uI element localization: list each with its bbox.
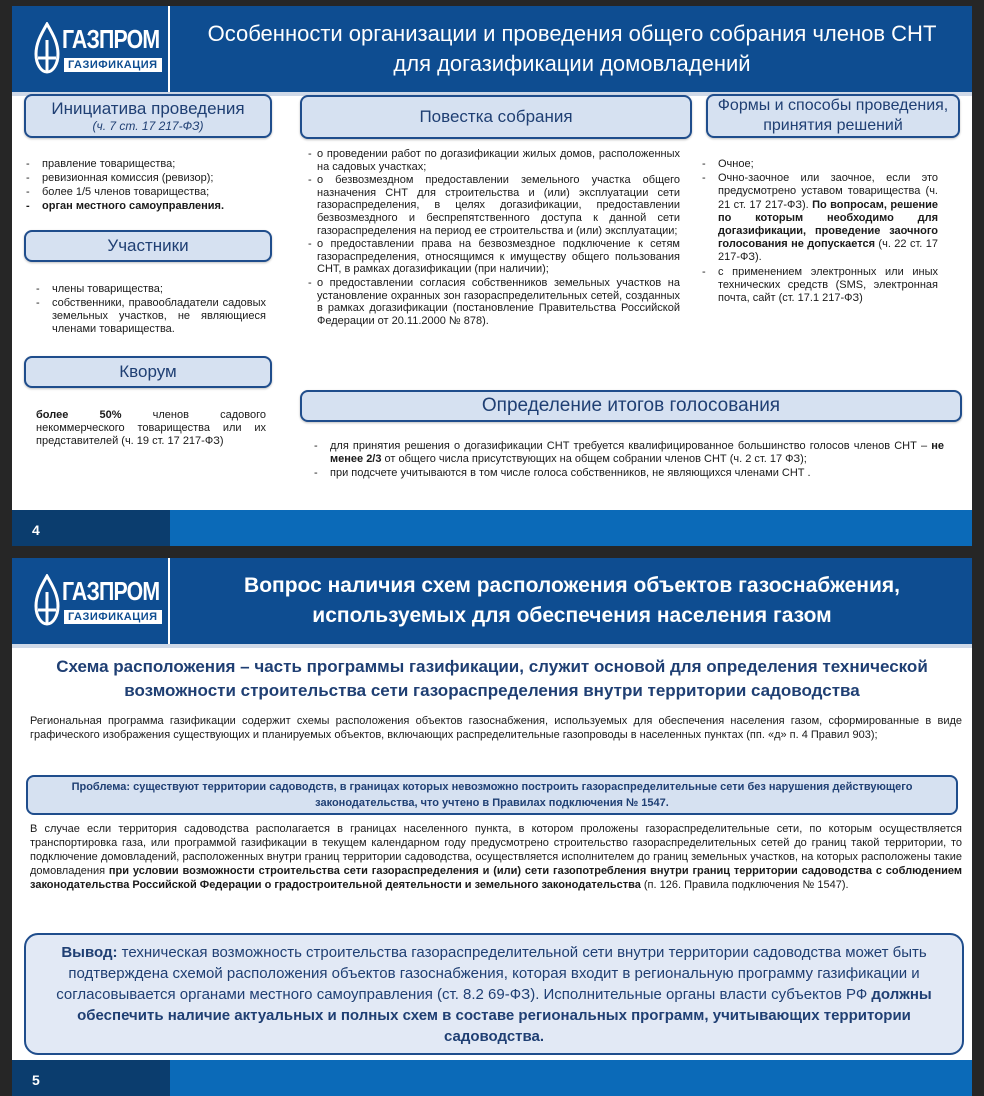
quorum-box (24, 356, 272, 388)
initiative-box (24, 94, 272, 138)
results-item-text: для принятия решения о догазификации СНТ требуется квалифицированное большинство голосов членов СНТ – (330, 440, 932, 452)
initiative-title: Инициатива проведения (51, 99, 245, 118)
forms-item-text: Очно-заочное или заочное, если это предусмотрено уставом товарищества (ч. 21 ст. 17 217-ФЗ). (718, 172, 938, 211)
list-item: - с применением электронных или иных технических средств (SMS, электронная почта, сайт (ст. 17.1 217-ФЗ) (702, 266, 938, 306)
slide-header (12, 558, 972, 644)
participants-title: Участники (107, 236, 189, 255)
gazprom-logo (28, 570, 158, 634)
flame-icon (32, 22, 62, 74)
program-paragraph: Региональная программа газификации содержит схемы расположения объектов газоснабжения, используемых для обеспечения населения газом, сформированные в виде графического изображения существующих и планируемых объектов, включающих распределительные газопроводы в населенных пунктах (пп. «д» п. 4 Правил 903); (30, 715, 962, 741)
quorum-text (36, 409, 266, 448)
logo-wordmark: ГАЗПРОМ (62, 24, 160, 54)
list-item: - о предоставлении права на безвозмездное подключение к сетям газораспределения, относящимся к имуществу общего пользования СНТ, в рамках догазификации (при наличии); (308, 238, 680, 276)
participants-box (24, 230, 272, 262)
list-item: - Очное; (702, 158, 938, 171)
list-item (314, 440, 944, 466)
slide-header (12, 6, 972, 92)
initiative-ref: (ч. 7 ст. 17 217-ФЗ) (92, 119, 204, 133)
connection-text: В случае если территория садоводства располагается в границах населенного пункта, в котором проложены газораспределительные сети, по которым осуществляется транспортировка газа, или программой газификации в текущем календарном году предусмотрено строительство газораспределительных сетей до границ такой территории, то подключение домовладений, расположенных внутри границ территории садоводства, осуществляется исполнителем до границ земельных участков, на которых расположены такие домовладения (30, 823, 962, 877)
slide-4 (12, 6, 972, 546)
logo-box (12, 558, 170, 644)
list-item: - о безвозмездном предоставлении земельного участка общего назначения СНТ для строительства и (или) эксплуатации сети газораспределения, в целях догазификации, предоставлении безвозмездного и беспрепятственного доступа к данной сети газораспределения на период ее строительства и (или) эксплуатации; (308, 174, 680, 237)
conclusion-text: техническая возможность строительства газораспределительной сети внутри территории садоводства может быть подтверждена схемой расположения объектов газоснабжения, которая входит в региональную программу газификации и согласовывается органами местного самоуправления (ст. 8.2 69-ФЗ). Исполнительные органы власти субъектов РФ (56, 943, 927, 1003)
flame-icon (32, 574, 62, 626)
results-item-bold: не менее 2/3 (330, 440, 944, 465)
forms-item-bold: По вопросам, решение по которым необходимо для догазификации, проведение заочного голосования не допускается (718, 198, 938, 251)
page-number: 4 (12, 510, 170, 546)
results-list (314, 440, 944, 481)
results-box (300, 390, 962, 422)
forms-title: Формы и способы проведения, принятия решений (717, 97, 949, 134)
conclusion-content (52, 942, 936, 1047)
agenda-title: Повестка собрания (419, 107, 573, 126)
list-item: - при подсчете учитываются в том числе голоса собственников, не являющихся членами СНТ . (314, 467, 944, 480)
slide-footer (12, 1060, 972, 1096)
gazprom-logo (28, 18, 158, 82)
quorum-title: Кворум (119, 362, 177, 381)
logo-subtitle: ГАЗИФИКАЦИЯ (64, 58, 162, 72)
list-item: - о проведении работ по догазификации жилых домов, расположенных на садовых участках; (308, 148, 680, 173)
slide-5 (12, 558, 972, 1096)
slide-footer (12, 510, 972, 546)
initiative-list (26, 158, 288, 214)
list-item: - о предоставлении согласия собственников земельных участков на установление охранных зон газораспределительных сетей, созданных в рамках догазификации (постановление Правительства Российской Федерации от 20.11.2000 № 878). (308, 277, 680, 327)
list-item (702, 172, 938, 264)
logo-subtitle: ГАЗИФИКАЦИЯ (64, 610, 162, 624)
problem-box: Проблема: существуют территории садоводств, в границах которых невозможно построить газораспределительные сети без нарушения действующего законодательства, что учтено в Правилах подключения № 1547. (26, 775, 958, 815)
list-item: - ревизионная комиссия (ревизор); (26, 172, 288, 185)
list-item: - более 1/5 членов товарищества; (26, 186, 288, 199)
connection-paragraph (30, 822, 962, 892)
list-item: - орган местного самоуправления. (26, 200, 288, 213)
page-title: Особенности организации и проведения общего собрания членов СНТ для догазификации домовладений (207, 21, 937, 76)
conclusion-label: Вывод: (61, 943, 118, 961)
forms-item-tail: (ч. 22 ст. 17 217-ФЗ). (718, 238, 938, 264)
conclusion-bold: должны обеспечить наличие актуальных и полных схем в составе региональных программ, учитывающих территории садоводства. (77, 985, 932, 1045)
agenda-list (308, 148, 680, 328)
results-item-tail: от общего числа присутствующих на общем собрании членов СНТ (ч. 2 ст. 17 ФЗ); (381, 453, 807, 465)
logo-wordmark: ГАЗПРОМ (62, 576, 160, 606)
connection-bold: при условии возможности строительства сети газораспределения и (или) сети газопотребления внутри границ территории садоводства с соблюдением законодательства Российской Федерации о градостроительной деятельности и земельного законодательства (30, 865, 962, 891)
results-title: Определение итогов голосования (481, 395, 781, 416)
page-title: Вопрос наличия схем расположения объектов газоснабжения, используемых для обеспечения населения газом (244, 574, 900, 627)
list-item: - члены товарищества; (36, 283, 266, 296)
agenda-box (300, 95, 692, 139)
conclusion-box (24, 933, 964, 1055)
quorum-rest: членов садового некоммерческого товарищества или их представителей (ч. 19 ст. 17 217-ФЗ) (36, 409, 267, 447)
header-underbar (12, 644, 972, 648)
forms-box (706, 94, 960, 138)
section-heading: Схема расположения – часть программы газификации, служит основой для определения технической возможности строительства сети газораспределения внутри территории садоводства (56, 657, 928, 700)
page-number: 5 (12, 1060, 170, 1096)
list-item: - собственники, правообладатели садовых земельных участков, не являющиеся членами товарищества. (36, 297, 266, 336)
forms-list (702, 158, 938, 306)
list-item: - правление товарищества; (26, 158, 288, 171)
connection-tail: (п. 126. Правила подключения № 1547). (640, 879, 849, 891)
participants-list (36, 283, 266, 337)
quorum-bold: более 50% (36, 409, 122, 421)
logo-box (12, 6, 170, 92)
